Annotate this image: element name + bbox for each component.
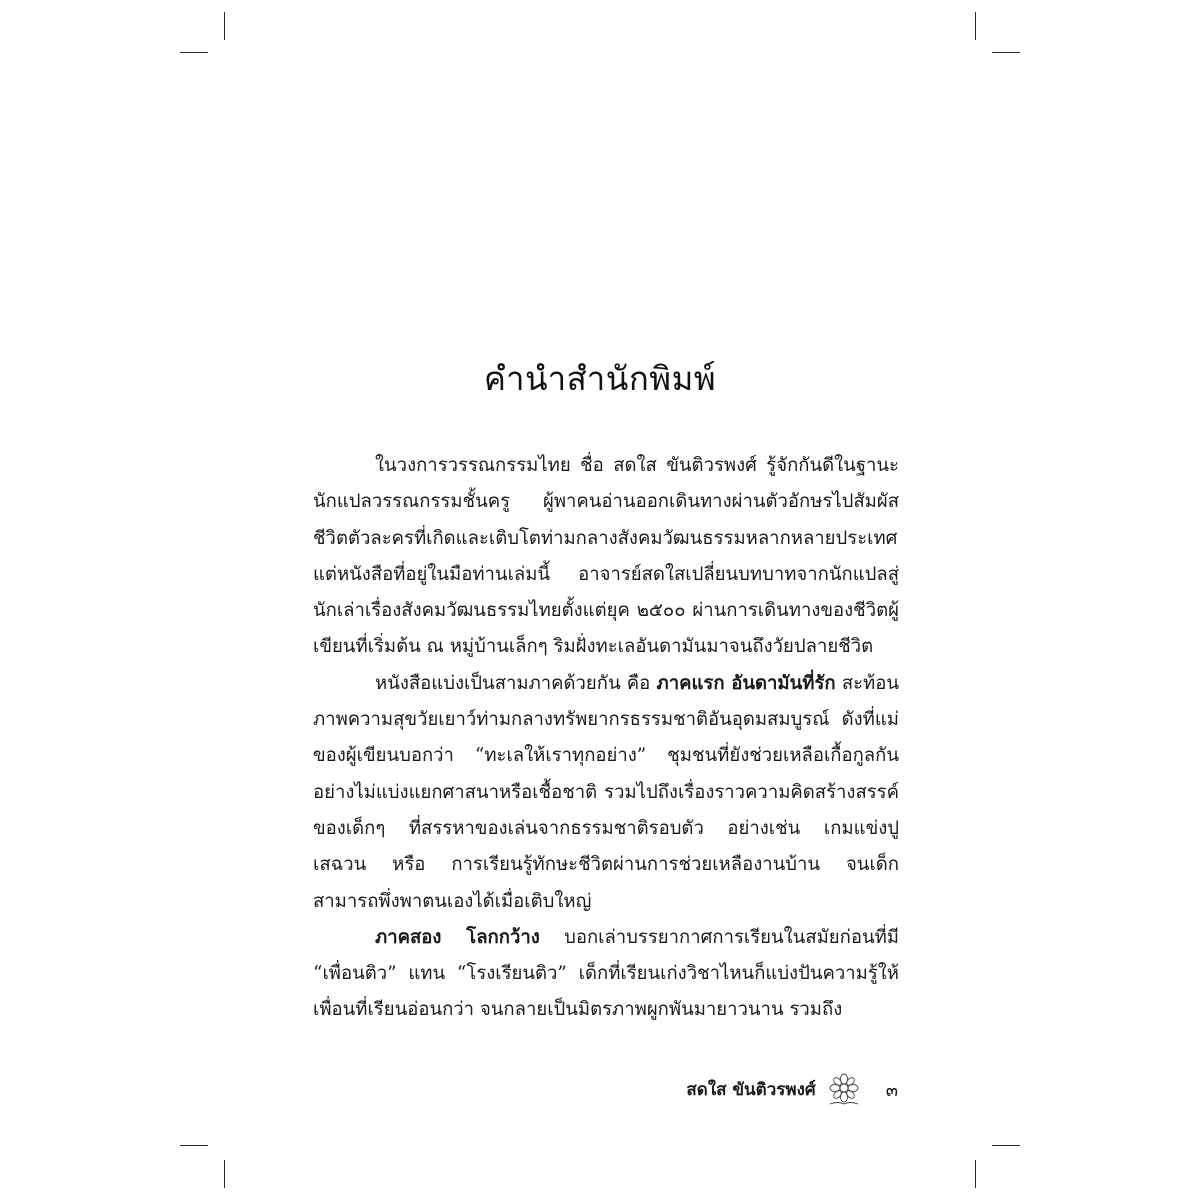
body-text <box>313 448 899 1029</box>
crop-mark-bottom-right <box>975 1160 976 1188</box>
page-number: ๓ <box>885 1079 898 1101</box>
page-title: คำนำสำนักพิมพ์ <box>483 359 717 399</box>
section-heading-part-one: ภาคแรก อันดามันที่รัก <box>656 672 836 694</box>
paragraph <box>313 448 899 666</box>
crop-mark-top-right-horizontal <box>992 52 1020 53</box>
crop-mark-top-left-horizontal <box>180 52 208 53</box>
section-heading-part-two: ภาคสอง โลกกว้าง <box>375 926 540 948</box>
paragraph-text: หนังสือแบ่งเป็นสามภาคด้วยกัน คือ <box>375 672 657 694</box>
footer-author: สดใส ขันติวรพงศ์ <box>686 1079 816 1100</box>
crop-mark-top-right <box>975 12 976 40</box>
paragraph <box>313 920 899 1029</box>
crop-mark-bottom-right-horizontal <box>992 1145 1020 1146</box>
running-footer <box>686 1071 898 1107</box>
crop-mark-bottom-left <box>224 1160 225 1188</box>
paragraph-text: ในวงการวรรณกรรมไทย ชื่อ สดใส ขันติวรพงศ์ รู้จักกันดีในฐานะนักแปลวรรณกรรมชั้นครู ผู้พาคนอ่านออกเดินทางผ่านตัวอักษรไปสัมผัสชีวิตตัวละครที่เกิดและเติบโตท่ามกลางสังคมวัฒนธรรมหลากหลายประเทศ แต่หนังสือที่อยู่ในมือท่านเล่มนี้ อาจารย์สดใสเปลี่ยนบทบาทจากนักแปลสู่นักเล่าเรื่องสังคมวัฒนธรรมไทยตั้งแต่ยุค ๒๕๐๐ ผ่านการเดินทางของชีวิตผู้เขียนที่เริ่มต้น ณ หมู่บ้านเล็กๆ ริมฝั่งทะเลอันดามันมาจนถึงวัยปลายชีวิต <box>313 455 899 658</box>
paragraph-text: บอกเล่าบรรยากาศการเรียนในสมัยก่อนที่มี “เพื่อนติว” แทน “โรงเรียนติว” เด็กที่เรียนเก่งวิชาไหนก็แบ่งปันความรู้ให้เพื่อนที่เรียนอ่อนกว่า จนกลายเป็นมิตรภาพผูกพันมายาวนาน รวมถึง <box>313 926 899 1021</box>
flower-emblem-icon <box>826 1071 862 1107</box>
paragraph <box>313 666 899 920</box>
crop-mark-bottom-left-horizontal <box>180 1145 208 1146</box>
paragraph-text: สะท้อนภาพความสุขวัยเยาว์ท่ามกลางทรัพยากรธรรมชาติอันอุดมสมบูรณ์ ดังที่แม่ของผู้เขียนบอกว่า “ทะเลให้เราทุกอย่าง” ชุมชนที่ยังช่วยเหลือเกื้อกูลกันอย่างไม่แบ่งแยกศาสนาหรือเชื้อชาติ รวมไปถึงเรื่องราวความคิดสร้างสรรค์ของเด็กๆ ที่สรรหาของเล่นจากธรรมชาติรอบตัว อย่างเช่น เกมแข่งปูเสฉวน หรือ การเรียนรู้ทักษะชีวิตผ่านการช่วยเหลืองานบ้าน จนเด็กสามารถพึ่งพาตนเองได้เมื่อเติบใหญ่ <box>313 672 900 912</box>
crop-mark-top-left <box>224 12 225 40</box>
